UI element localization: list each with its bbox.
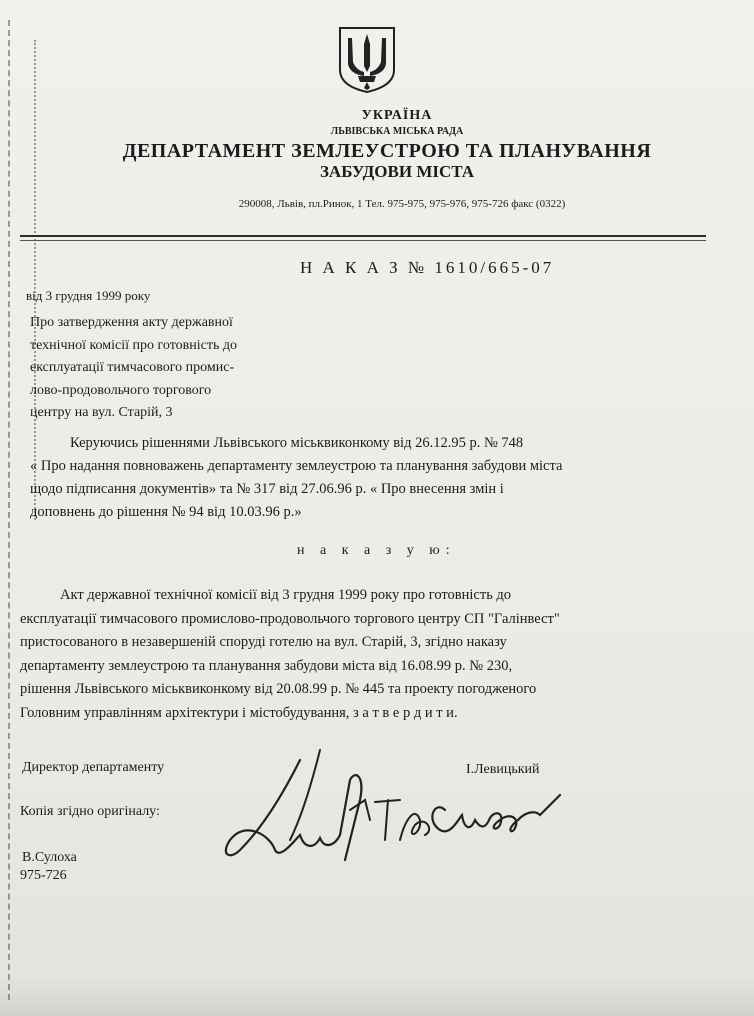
subject-line: лово-продовольчого торгового bbox=[30, 382, 212, 398]
preamble-paragraph bbox=[30, 432, 730, 524]
department-address: 290008, Львів, пл.Ринок, 1 Тел. 975-975, 975-976, 975-726 факс (0322) bbox=[238, 198, 566, 210]
preamble-line: Керуючись рішеннями Львівського міськвиконкому від 26.12.95 р. № 748 bbox=[70, 435, 524, 451]
header-divider bbox=[20, 235, 706, 237]
body-line: пристосованого в незавершеній споруді готелю на вул. Старій, 3, згідно наказу bbox=[20, 634, 507, 650]
department-title-line2: ЗАБУДОВИ МІСТА bbox=[319, 162, 475, 181]
country-name: УКРАЇНА bbox=[361, 108, 433, 123]
ordering-word: н а к а з у ю: bbox=[297, 543, 456, 558]
executor-phone: 975-726 bbox=[20, 868, 67, 883]
copy-certification-label: Копія згідно оригіналу: bbox=[20, 804, 160, 819]
department-title-line1: ДЕПАРТАМЕНТ ЗЕМЛЕУСТРОЮ ТА ПЛАНУВАННЯ bbox=[122, 140, 652, 162]
subject-line: технічної комісії про готовність до bbox=[30, 337, 237, 353]
body-line: Головним управлінням архітектури і містобудування, з а т в е р д и т и. bbox=[20, 704, 458, 721]
order-title: Н А К А З № 1610/665-07 bbox=[300, 258, 555, 277]
preamble-line: « Про надання повноважень департаменту землеустрою та планування забудови міста bbox=[30, 458, 563, 474]
council-name: ЛЬВІВСЬКА МІСЬКА РАДА bbox=[330, 126, 464, 137]
director-title: Директор департаменту bbox=[22, 760, 165, 775]
order-date: від 3 грудня 1999 року bbox=[26, 288, 151, 303]
subject-line: Про затвердження акту державної bbox=[30, 315, 233, 330]
subject-line: центру на вул. Старій, 3 bbox=[30, 405, 173, 420]
handwritten-signature bbox=[200, 740, 600, 880]
body-line: рішення Львівського міськвиконкому від 20.08.99 р. № 445 та проекту погодженого bbox=[20, 681, 537, 697]
subject-line: експлуатації тимчасового промис- bbox=[30, 360, 235, 375]
scan-edge-artifact bbox=[8, 20, 16, 1000]
body-line: Акт державної технічної комісії від 3 грудня 1999 року про готовність до bbox=[60, 587, 512, 603]
body-line: експлуатації тимчасового промислово-продовольчого торгового центру СП "Галінвест" bbox=[20, 610, 560, 627]
order-body-paragraph bbox=[20, 584, 750, 725]
executor-name: В.Сулоха bbox=[22, 850, 77, 865]
trident-icon bbox=[336, 26, 398, 94]
director-name: І.Левицький bbox=[466, 762, 540, 777]
order-subject bbox=[30, 312, 320, 425]
preamble-line: доповнень до рішення № 94 від 10.03.96 р.» bbox=[30, 504, 302, 520]
body-line: департаменту землеустрою та планування забудови міста від 16.08.99 р. № 230, bbox=[20, 657, 513, 674]
preamble-line: щодо підписання документів» та № 317 від 27.06.96 р. « Про внесення змін і bbox=[30, 481, 504, 497]
header-divider-thin bbox=[20, 240, 706, 241]
scan-shadow bbox=[0, 976, 754, 1016]
